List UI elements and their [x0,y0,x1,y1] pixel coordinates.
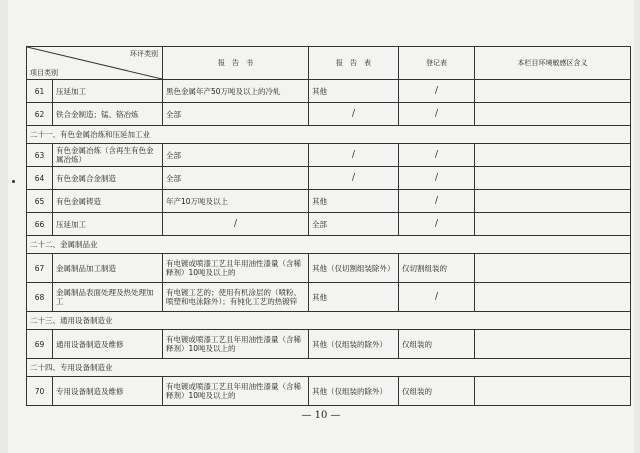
registration-cell: / [399,190,475,213]
report-form-cell: 其他 [309,190,399,213]
item-number: 65 [27,190,53,213]
report-form-cell: 其他（仅组装的除外） [309,377,399,406]
sensitive-area-cell [475,80,631,103]
section-title: 二十二、金属制品业 [27,236,631,254]
sensitive-area-cell [475,330,631,359]
sensitive-area-cell [475,213,631,236]
report-form-cell: 其他（仅组装的除外） [309,330,399,359]
registration-cell: / [399,80,475,103]
table-row [27,103,631,126]
report-form-cell: / [309,103,399,126]
report-book-cell: 全部 [163,144,309,167]
item-name: 压延加工 [53,80,163,103]
report-book-cell: 黑色金属年产50万吨及以上的冷轧 [163,80,309,103]
section-row [27,126,631,144]
page-number: — 10 — [301,410,341,421]
scan-speck [12,180,15,183]
item-name: 金属制品加工制造 [53,254,163,283]
document-page [8,0,634,453]
report-book-cell: 有电镀或喷漆工艺且年用油性漆量（含稀释剂）10吨及以上的 [163,254,309,283]
item-number: 67 [27,254,53,283]
table-row [27,283,631,312]
report-book-cell: 有电镀工艺的；使用有机涂层的（喷粉、喷塑和电泳除外）；有钝化工艺的热镀锌 [163,283,309,312]
table-row [27,80,631,103]
section-row [27,236,631,254]
item-number: 64 [27,167,53,190]
table-row [27,144,631,167]
section-row [27,359,631,377]
report-book-cell: 有电镀或喷漆工艺且年用油性漆量（含稀释剂）10吨及以上的 [163,330,309,359]
sensitive-area-cell [475,167,631,190]
report-book-cell: 全部 [163,103,309,126]
report-book-cell: 全部 [163,167,309,190]
table-header-row [27,47,631,80]
section-title: 二十三、通用设备制造业 [27,312,631,330]
registration-cell: / [399,144,475,167]
sensitive-area-cell [475,283,631,312]
section-row [27,312,631,330]
item-name: 铁合金制造；锰、铬冶炼 [53,103,163,126]
report-form-cell: 其他 [309,283,399,312]
sensitive-area-cell [475,144,631,167]
table-row [27,167,631,190]
item-number: 61 [27,80,53,103]
item-name: 金属制品表面处理及热处理加工 [53,283,163,312]
item-number: 70 [27,377,53,406]
registration-cell: 仅切割组装的 [399,254,475,283]
registration-cell: / [399,103,475,126]
header-registration: 登记表 [399,47,475,80]
report-book-cell: / [163,213,309,236]
section-title: 二十一、有色金属冶炼和压延加工业 [27,126,631,144]
report-form-cell: / [309,144,399,167]
item-number: 69 [27,330,53,359]
item-name: 有色金属合金制造 [53,167,163,190]
item-number: 68 [27,283,53,312]
report-form-cell: / [309,167,399,190]
header-report-book: 报 告 书 [163,47,309,80]
table-row [27,190,631,213]
item-name: 有色金属铸造 [53,190,163,213]
diagonal-header-cell [27,47,163,80]
item-name: 通用设备制造及维修 [53,330,163,359]
registration-cell: / [399,213,475,236]
registration-cell: / [399,283,475,312]
item-name: 压延加工 [53,213,163,236]
report-form-cell: 其他 [309,80,399,103]
item-name: 有色金属冶炼（含再生有色金属冶炼） [53,144,163,167]
registration-cell: 仅组装的 [399,377,475,406]
item-number: 66 [27,213,53,236]
report-book-cell: 有电镀或喷漆工艺且年用油性漆量（含稀释剂）10吨及以上的 [163,377,309,406]
sensitive-area-cell [475,377,631,406]
sensitive-area-cell [475,254,631,283]
header-report-form: 报 告 表 [309,47,399,80]
section-title: 二十四、专用设备制造业 [27,359,631,377]
header-project-category: 项目类别 [30,68,58,77]
table-row [27,377,631,406]
table-row [27,213,631,236]
item-number: 63 [27,144,53,167]
report-book-cell: 年产10万吨及以上 [163,190,309,213]
header-env-category: 环评类别 [130,50,158,58]
registration-cell: 仅组装的 [399,330,475,359]
sensitive-area-cell [475,103,631,126]
item-name: 专用设备制造及维修 [53,377,163,406]
table-row [27,254,631,283]
registration-cell: / [399,167,475,190]
item-number: 62 [27,103,53,126]
classification-table [26,46,631,406]
report-form-cell: 全部 [309,213,399,236]
report-form-cell: 其他（仅切割组装除外） [309,254,399,283]
table-row [27,330,631,359]
header-sensitive-area: 本栏目环境敏感区含义 [475,47,631,80]
sensitive-area-cell [475,190,631,213]
